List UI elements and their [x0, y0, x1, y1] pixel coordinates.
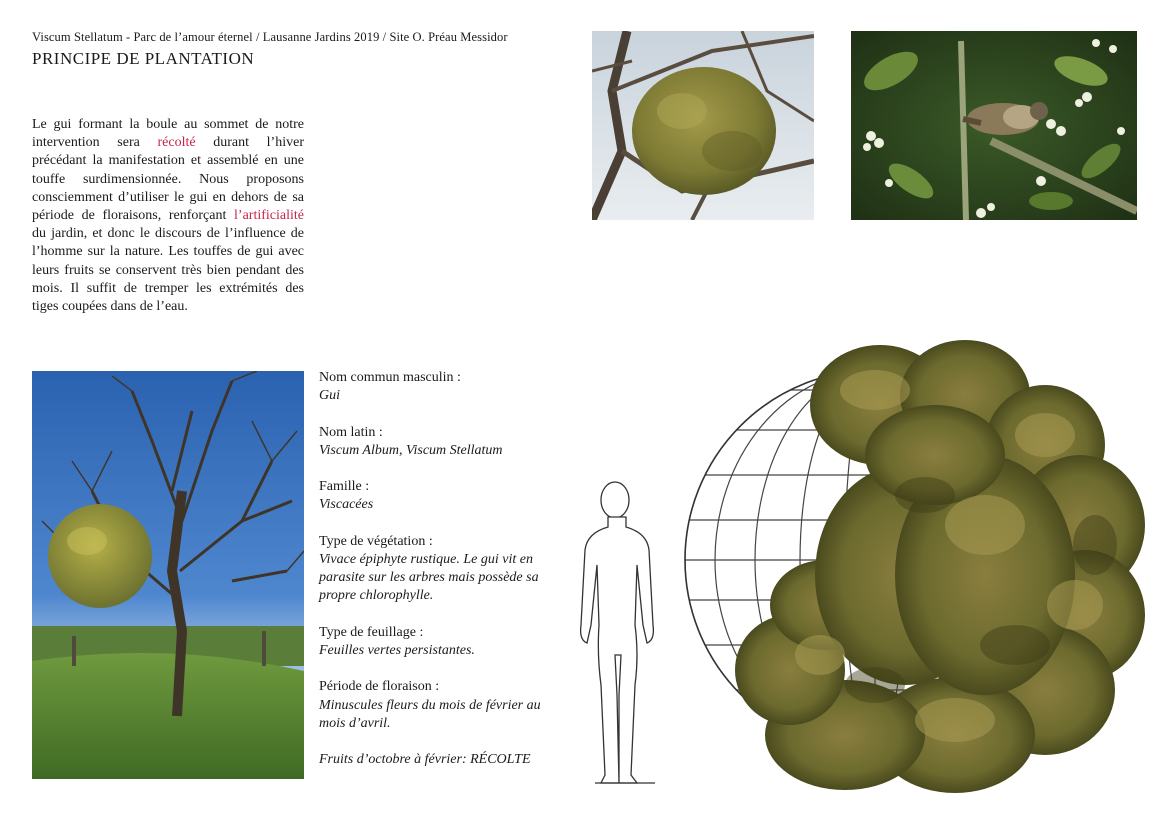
- fact-label: Type de feuillage :: [319, 624, 424, 640]
- fact-label: Période de floraison :: [319, 679, 440, 695]
- fact-flowering-period: [319, 678, 569, 733]
- intro-text-2: durant l’hiver précédant la manifestation et assemblé en une touffe surdimensionnée. Nous proposons consciemment d’utiliser le gui en dehors de sa période de floraisons, renforçant: [32, 135, 304, 224]
- mistletoe-ball-photo: [592, 31, 814, 220]
- fact-label: Nom latin :: [319, 424, 383, 440]
- bird-berries-photo: [851, 31, 1137, 220]
- fact-foliage-type: [319, 624, 569, 660]
- intro-text-1: Le gui formant la boule au sommet de notre intervention sera: [32, 117, 304, 151]
- fact-value: Vivace épiphyte rustique. Le gui vit en parasite sur les arbres mais possède sa propre chlorophylle.: [319, 551, 539, 604]
- fact-latin-name: [319, 424, 569, 460]
- fact-value: Viscum Album, Viscum Stellatum: [319, 442, 503, 458]
- fact-label: Type de végétation :: [319, 533, 433, 549]
- fact-family: [319, 478, 569, 514]
- fact-value: Gui: [319, 388, 340, 404]
- plant-facts: [319, 369, 569, 769]
- page-caption: Viscum Stellatum - Parc de l’amour éternel / Lausanne Jardins 2019 / Site O. Préau Messidor: [32, 30, 508, 44]
- fact-common-name: [319, 369, 569, 405]
- sphere-illustration: [575, 325, 1165, 805]
- tree-field-photo: [32, 371, 304, 779]
- fact-vegetation-type: [319, 533, 569, 606]
- fact-value: Minuscules fleurs du mois de février au mois d’avril.: [319, 697, 541, 731]
- human-silhouette-icon: [581, 482, 654, 783]
- page-title: PRINCIPE DE PLANTATION: [32, 49, 255, 68]
- highlight-artificialite: l’artificialité: [234, 208, 304, 224]
- fact-label: Nom commun masculin :: [319, 370, 461, 385]
- fruits-note: Fruits d’octobre à février: RÉCOLTE: [319, 752, 531, 768]
- intro-text-3: du jardin, et donc le discours de l’influence de l’homme sur la nature. Les touffes de gui avec leurs fruits se conservent très bien pendant des mois. Il suffit de tremper les extrémités des tiges coupées dans de l’eau.: [32, 226, 304, 315]
- intro-paragraph: [32, 116, 304, 316]
- fact-label: Famille :: [319, 479, 370, 495]
- fact-value: Feuilles vertes persistantes.: [319, 642, 475, 658]
- highlight-recolte: récolté: [157, 135, 196, 151]
- fact-value: Viscacées: [319, 497, 374, 513]
